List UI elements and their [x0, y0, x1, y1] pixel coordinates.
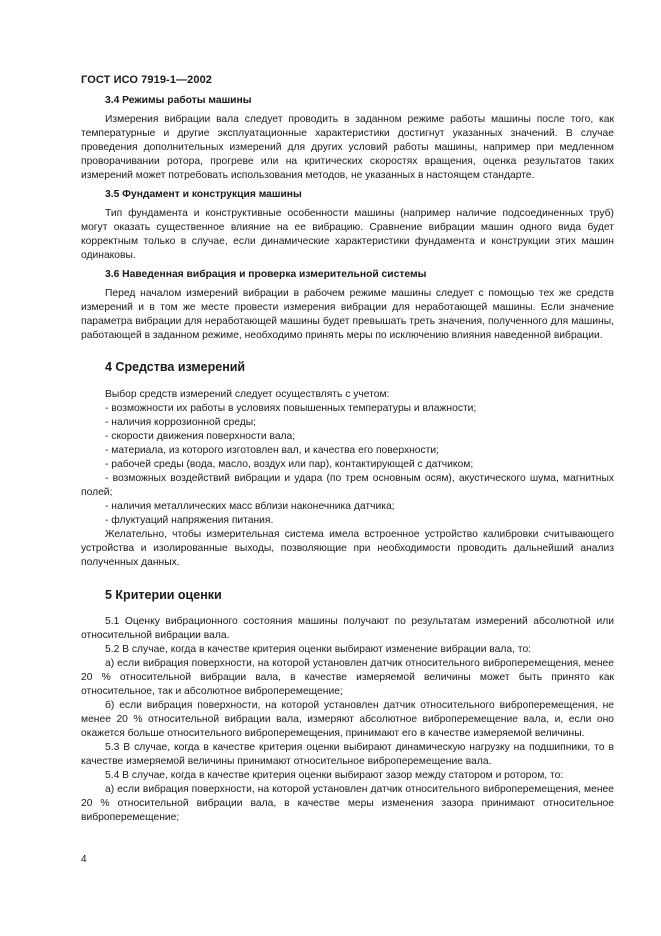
document-header: ГОСТ ИСО 7919-1—2002: [81, 74, 213, 86]
section-4-item: - наличия коррозионной среды;: [105, 417, 256, 428]
section-5-paragraph: а) если вибрация поверхности, на которой установлен датчик относительного виброперемещения, менее 20 % относительной вибрации вала, в качестве измеряемой величины может быть принято как относительное, так и абсолютное виброперемещение;: [81, 658, 614, 697]
section-5-heading: 5 Критерии оценки: [105, 588, 222, 602]
section-5-paragraph: 5.3 В случае, когда в качестве критерия оценки выбирают динамическую нагрузку на подшипники, то в качестве измеряемой величины принимают относительное виброперемещение вала.: [81, 742, 614, 767]
section-5-paragraph: б) если вибрация поверхности, на которой установлен датчик относительного виброперемещения, не менее 20 % относительной вибрации вала, измеряют абсолютное виброперемещение вала, и, если оно окажется больше относительного виброперемещения, принимают его в качестве измеряемой величины.: [81, 700, 614, 739]
section-5-paragraph: 5.4 В случае, когда в качестве критерия оценки выбирают зазор между статором и ротором, то:: [105, 770, 564, 781]
section-4-item: - возможных воздействий вибрации и удара (по трем основным осям), акустического шума, магнитных полей;: [81, 473, 614, 498]
section-3-5-heading: 3.5 Фундамент и конструкция машины: [105, 189, 302, 200]
section-5-paragraph: 5.1 Оценку вибрационного состояния машины получают по результатам измерений абсолютной или относительной вибрации вала.: [81, 616, 614, 641]
section-4-closing: Желательно, чтобы измерительная система имела встроенное устройство калибровки считывающего устройства и изолированные выходы, позволяющие при необходимости проводить дальнейший анализ полученных данных.: [81, 529, 614, 568]
section-4-heading: 4 Средства измерений: [105, 360, 246, 374]
page-number: 4: [81, 854, 87, 865]
section-4-item: - наличия металлических масс вблизи наконечника датчика;: [105, 501, 395, 512]
section-4-item: - материала, из которого изготовлен вал, и качества его поверхности;: [105, 445, 439, 456]
section-4-item: - возможности их работы в условиях повышенных температуры и влажности;: [105, 403, 477, 414]
document-body: [81, 94, 614, 825]
section-3-4-paragraph: Измерения вибрации вала следует проводить в заданном режиме работы машины после того, как температурные и другие эксплуатационные характеристики достигнут указанных значений. В случае проведения дополнительных измерений для других условий работы машины, например при медленном проворачивании ротора, прогреве или на критических скоростях вращения, оценка результатов таких измерений может потребовать использования методов, не указанных в настоящем стандарте.: [81, 114, 614, 181]
section-3-6-paragraph: Перед началом измерений вибрации в рабочем режиме машины следует с помощью тех же средств измерений и в том же месте провести измерения вибрации для неработающей машины. Если значение параметра вибрации для неработающей машины будет превышать треть значения, полученного для машины, работающей в заданном режиме, необходимо принять меры по исключению влияния наведенной вибрации.: [81, 288, 614, 341]
section-3-5-paragraph: Тип фундамента и конструктивные особенности машины (например наличие подсоединенных труб) могут оказать существенное влияние на ее вибрацию. Сравнение вибрации машин одного вида будет корректным только в случае, если динамические характеристики фундамента и конструкции этих машин одинаковы.: [81, 208, 614, 261]
section-3-6-heading: 3.6 Наведенная вибрация и проверка измерительной системы: [105, 269, 427, 280]
section-4-intro: Выбор средств измерений следует осуществлять с учетом:: [105, 389, 390, 400]
section-5-paragraph: а) если вибрация поверхности, на которой установлен датчик относительного виброперемещения, менее 20 % относительной вибрации вала, в качестве меры изменения зазора принимают относительное виброперемещение;: [81, 784, 614, 823]
section-3-4-heading: 3.4 Режимы работы машины: [105, 95, 252, 106]
section-4-item: - рабочей среды (вода, масло, воздух или пар), контактирующей с датчиком;: [105, 459, 474, 470]
section-5-paragraph: 5.2 В случае, когда в качестве критерия оценки выбирают изменение вибрации вала, то:: [105, 644, 532, 655]
section-4-item: - флуктуаций напряжения питания.: [105, 515, 274, 526]
section-4-item: - скорости движения поверхности вала;: [105, 431, 296, 442]
